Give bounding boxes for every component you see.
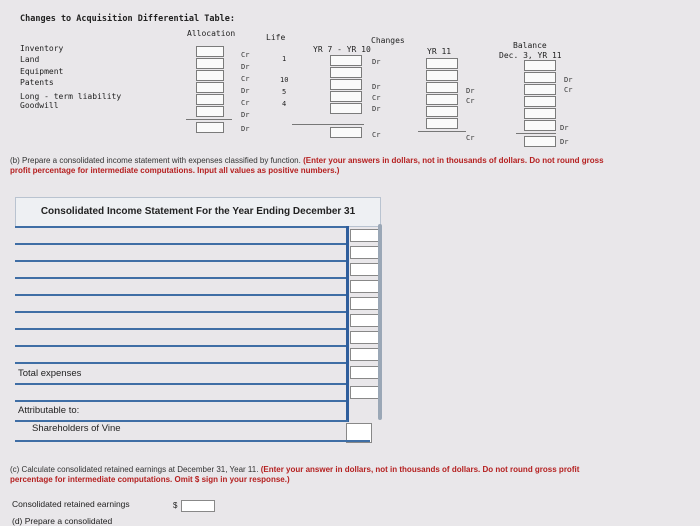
alloc-input-inventory[interactable] — [196, 46, 224, 57]
alloc-input-equipment[interactable] — [196, 70, 224, 81]
row-label-long-term-liability: Long - term liability — [20, 92, 122, 101]
yr11-input-5[interactable] — [426, 106, 458, 117]
is-row-line — [15, 362, 348, 364]
is-amount-divider — [346, 226, 349, 422]
changes-dc-3: Cr — [372, 94, 381, 102]
is-row-line — [15, 345, 348, 347]
row-label-equipment: Equipment — [20, 67, 64, 76]
retained-earnings-input[interactable] — [181, 500, 215, 512]
balance-input-3[interactable] — [524, 84, 556, 95]
row-label-inventory: Inventory — [20, 44, 64, 53]
col-yr-range-header: YR 7 - YR 10 — [313, 45, 371, 54]
balance-input-4[interactable] — [524, 96, 556, 107]
is-row-line — [15, 243, 348, 245]
changes-input-1[interactable] — [330, 55, 362, 66]
balance-input-5[interactable] — [524, 108, 556, 119]
changes-input-5[interactable] — [330, 103, 362, 114]
is-amount-input[interactable] — [350, 263, 380, 276]
yr11-input-6[interactable] — [426, 118, 458, 129]
alloc-dc-equipment: Cr — [241, 75, 250, 83]
is-row-line — [15, 328, 348, 330]
yr11-dc-2: Cr — [466, 97, 475, 105]
alloc-dc-patents: Dr — [241, 87, 250, 95]
changes-dc-total: Cr — [372, 131, 381, 139]
currency-symbol: $ — [173, 501, 178, 510]
yr11-dc-total: Cr — [466, 134, 475, 142]
yr11-input-3[interactable] — [426, 82, 458, 93]
yr11-input-1[interactable] — [426, 58, 458, 69]
changes-input-total[interactable] — [330, 127, 362, 138]
shareholders-label: Shareholders of Vine — [32, 423, 121, 434]
part-d-heading: (d) Prepare a consolidated — [12, 516, 113, 526]
row-label-patents: Patents — [20, 78, 54, 87]
part-c-instruction — [10, 465, 590, 485]
yr11-input-4[interactable] — [426, 94, 458, 105]
is-amount-input[interactable] — [350, 314, 380, 327]
is-row-line — [15, 311, 348, 313]
diff-table-title: Changes to Acquisition Differential Table: — [20, 14, 235, 24]
life-patents: 5 — [282, 88, 287, 96]
yr11-total-line — [418, 131, 466, 132]
changes-dc-2: Dr — [372, 83, 381, 91]
balance-input-total[interactable] — [524, 136, 556, 147]
balance-dc-1: Dr — [564, 76, 573, 84]
is-row-line — [15, 420, 348, 422]
part-c-instruction-note: (Enter your answer in dollars, not in thousands of dollars. Do not round gross profit percentage for intermediate computations. Omit $ sign in your response.) — [10, 465, 580, 484]
life-long-term-liability: 4 — [282, 100, 287, 108]
alloc-dc-land: Dr — [241, 63, 250, 71]
col-balance-header: Balance — [513, 41, 547, 50]
yr11-input-2[interactable] — [426, 70, 458, 81]
part-c-instruction-text: (c) Calculate consolidated retained earnings at December 31, Year 11. — [10, 465, 259, 474]
changes-input-2[interactable] — [330, 67, 362, 78]
col-life-header: Life — [266, 33, 286, 42]
alloc-dc-long-term-liability: Cr — [241, 99, 250, 107]
part-b-instruction-text: (b) Prepare a consolidated income statement with expenses classified by function. — [10, 156, 301, 165]
part-b-instruction — [10, 156, 610, 176]
balance-dc-2: Cr — [564, 86, 573, 94]
is-row-line — [15, 440, 370, 442]
balance-total-line — [516, 133, 556, 134]
is-row-line — [15, 400, 348, 402]
is-row-line — [15, 277, 348, 279]
col-yr11-header: YR 11 — [427, 47, 452, 56]
alloc-dc-inventory: Cr — [241, 51, 250, 59]
balance-input-2[interactable] — [524, 72, 556, 83]
balance-input-1[interactable] — [524, 60, 556, 71]
col-allocation-header: Allocation — [187, 29, 236, 38]
is-amount-input[interactable] — [350, 280, 380, 293]
is-amount-input[interactable] — [350, 246, 380, 259]
life-inventory: 1 — [282, 55, 287, 63]
changes-total-line — [292, 124, 364, 125]
balance-dc-total-2: Dr — [560, 138, 569, 146]
alloc-dc-goodwill: Dr — [241, 111, 250, 119]
alloc-input-patents[interactable] — [196, 82, 224, 93]
is-amount-input[interactable] — [350, 331, 380, 344]
alloc-input-long-term-liability[interactable] — [196, 94, 224, 105]
alloc-input-total[interactable] — [196, 122, 224, 133]
yr11-dc-1: Dr — [466, 87, 475, 95]
balance-input-6[interactable] — [524, 120, 556, 131]
changes-dc-1: Dr — [372, 58, 381, 66]
retained-earnings-label: Consolidated retained earnings — [12, 499, 130, 509]
balance-dc-total-1: Dr — [560, 124, 569, 132]
row-label-land: Land — [20, 55, 40, 64]
total-expenses-label: Total expenses — [18, 368, 82, 379]
changes-input-3[interactable] — [330, 79, 362, 90]
is-amount-input[interactable] — [350, 229, 380, 242]
changes-dc-4: Dr — [372, 105, 381, 113]
col-changes-header: Changes — [371, 36, 405, 45]
is-row-line — [15, 260, 348, 262]
attributable-label: Attributable to: — [18, 405, 80, 416]
alloc-input-land[interactable] — [196, 58, 224, 69]
is-amount-input[interactable] — [350, 297, 380, 310]
alloc-input-goodwill[interactable] — [196, 106, 224, 117]
is-amount-input[interactable] — [350, 386, 380, 399]
income-statement-title: Consolidated Income Statement For the Year Ending December 31 — [15, 197, 381, 227]
is-amount-input[interactable] — [350, 348, 380, 361]
alloc-total-line — [186, 119, 232, 120]
life-equipment: 10 — [280, 76, 289, 84]
is-total-expenses-input[interactable] — [350, 366, 380, 379]
is-row-line — [15, 383, 348, 385]
is-row-line — [15, 294, 348, 296]
changes-input-4[interactable] — [330, 91, 362, 102]
alloc-dc-total: Dr — [241, 125, 250, 133]
is-row-line — [15, 226, 348, 228]
row-label-goodwill: Goodwill — [20, 101, 59, 110]
part-b-instruction-note: (Enter your answers in dollars, not in thousands of dollars. Do not round gross profit percentage for intermediate computations. Input all values as positive numbers.) — [10, 156, 604, 175]
scrollbar[interactable] — [378, 224, 382, 420]
col-balance-date-header: Dec. 3, YR 11 — [499, 51, 562, 60]
